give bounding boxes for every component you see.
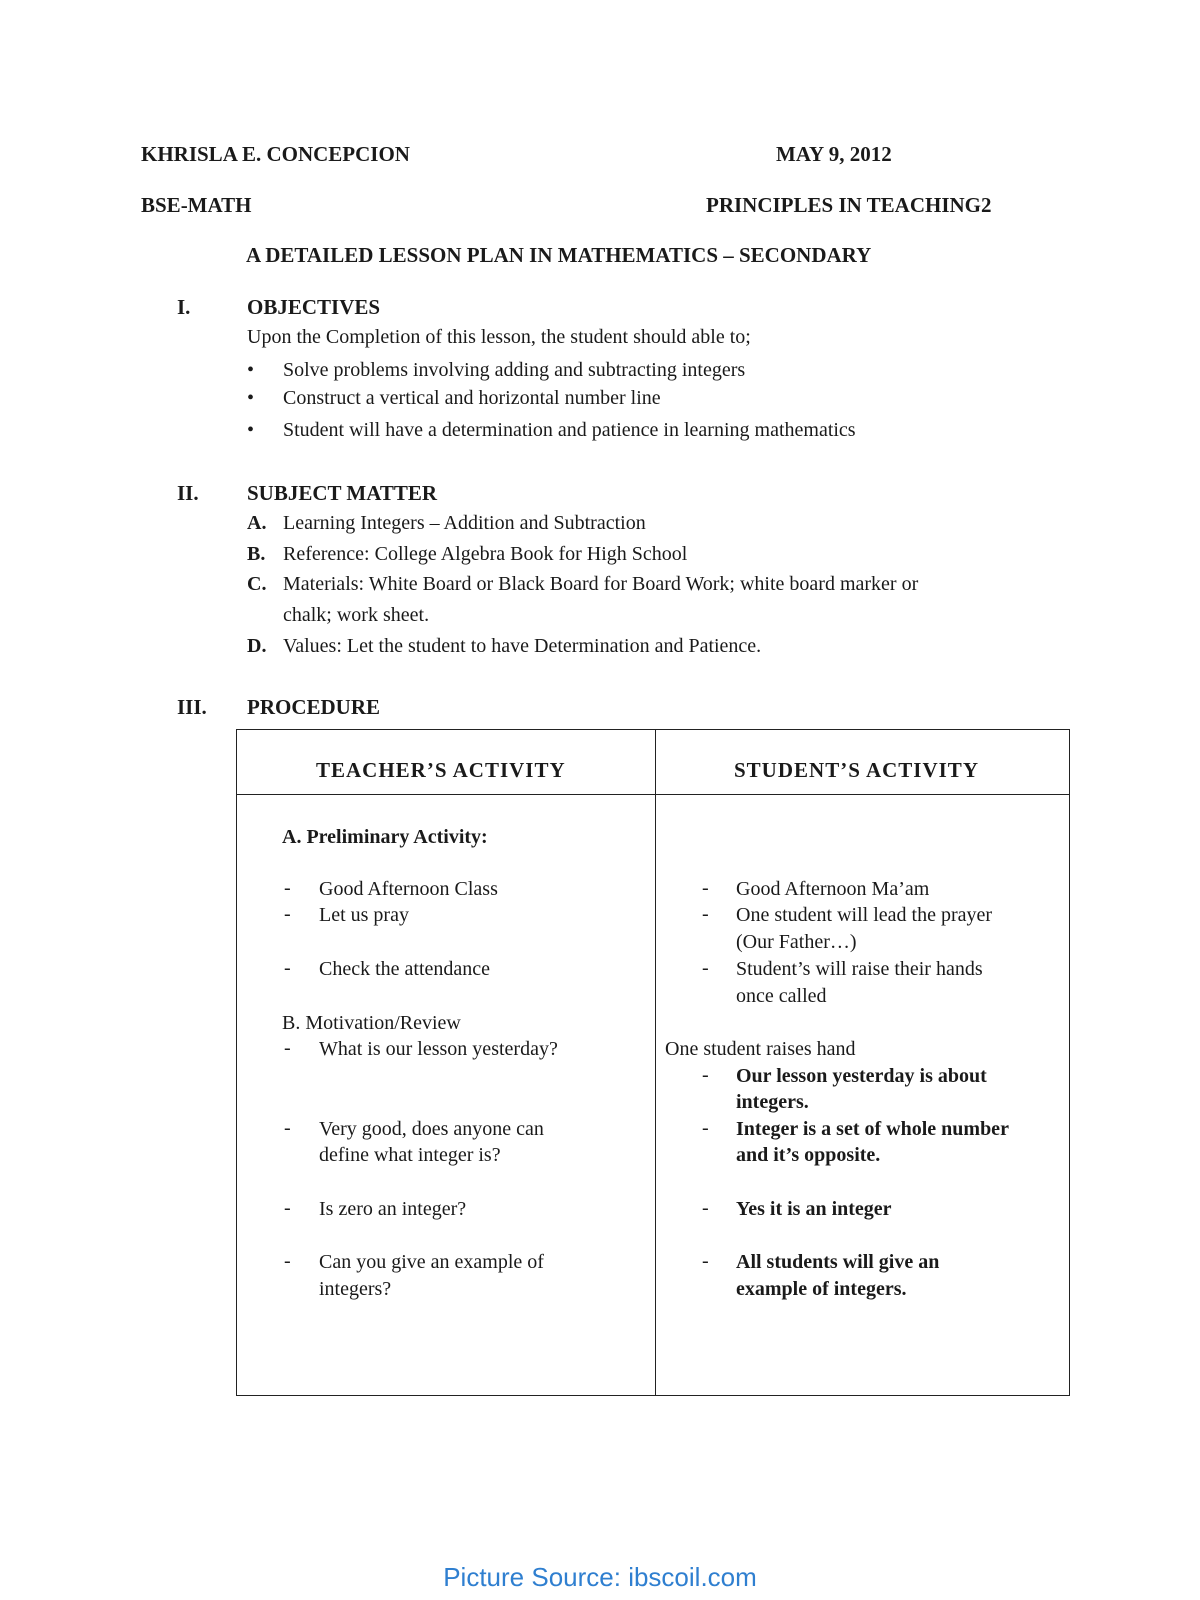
dash-icon: - (284, 1197, 291, 1219)
author-name: KHRISLA E. CONCEPCION (141, 142, 410, 166)
teacher-line: integers? (319, 1278, 392, 1300)
teacher-line: Good Afternoon Class (319, 878, 498, 900)
dash-icon: - (702, 1117, 709, 1139)
dash-icon: - (284, 1037, 291, 1059)
teacher-line: Very good, does anyone can (319, 1118, 544, 1140)
bullet-icon: • (247, 387, 255, 409)
dash-icon: - (284, 903, 291, 925)
dash-icon: - (702, 903, 709, 925)
teacher-line: Can you give an example of (319, 1251, 544, 1273)
list-item: • Construct a vertical and horizontal number line (247, 387, 661, 409)
student-line: once called (736, 985, 827, 1007)
list-item-continuation: chalk; work sheet. (283, 604, 430, 626)
dash-icon: - (702, 1197, 709, 1219)
student-line: One student will lead the prayer (736, 904, 993, 926)
objectives-intro: Upon the Completion of this lesson, the student should able to; (247, 326, 751, 348)
list-item: D. Values: Let the student to have Determination and Patience. (247, 635, 762, 657)
objectives-number: I. (177, 295, 191, 319)
preliminary-activity-label: A. Preliminary Activity: (282, 826, 488, 848)
list-item: B. Reference: College Algebra Book for High School (247, 543, 688, 565)
student-answer: example of integers. (736, 1278, 907, 1300)
objectives-title: OBJECTIVES (247, 295, 381, 319)
teacher-line: Let us pray (319, 904, 409, 926)
dash-icon: - (284, 1250, 291, 1272)
motivation-label: B. Motivation/Review (282, 1012, 461, 1034)
teacher-line: Check the attendance (319, 958, 491, 980)
procedure-table (236, 729, 1070, 1396)
teacher-activity-header: TEACHER’S ACTIVITY (316, 758, 566, 782)
list-item: • Solve problems involving adding and subtracting integers (247, 359, 746, 381)
student-answer: Yes it is an integer (736, 1198, 892, 1220)
student-line: Student’s will raise their hands (736, 958, 983, 980)
teacher-line: define what integer is? (319, 1144, 501, 1166)
dash-icon: - (702, 1250, 709, 1272)
subject-matter-number: II. (177, 481, 199, 505)
dash-icon: - (702, 877, 709, 899)
course: BSE-MATH (141, 193, 252, 217)
bullet-icon: • (247, 419, 255, 441)
header-divider (237, 794, 1069, 795)
document-title: A DETAILED LESSON PLAN IN MATHEMATICS – SECONDARY (246, 243, 872, 267)
student-line: Good Afternoon Ma’am (736, 878, 930, 900)
student-activity-header: STUDENT’S ACTIVITY (734, 758, 979, 782)
student-answer: All students will give an (736, 1251, 940, 1273)
date: MAY 9, 2012 (776, 142, 892, 166)
student-line: (Our Father…) (736, 931, 857, 953)
student-line: One student raises hand (665, 1038, 856, 1060)
subject: PRINCIPLES IN TEACHING2 (706, 193, 992, 217)
student-answer: and it’s opposite. (736, 1144, 881, 1166)
subject-matter-title: SUBJECT MATTER (247, 481, 438, 505)
student-answer: Our lesson yesterday is about (736, 1065, 987, 1087)
dash-icon: - (284, 877, 291, 899)
procedure-number: III. (177, 695, 207, 719)
list-item: • Student will have a determination and patience in learning mathematics (247, 419, 856, 441)
procedure-title: PROCEDURE (247, 695, 381, 719)
dash-icon: - (284, 1117, 291, 1139)
bullet-icon: • (247, 359, 255, 381)
teacher-line: What is our lesson yesterday? (319, 1038, 558, 1060)
teacher-line: Is zero an integer? (319, 1198, 467, 1220)
list-item: A. Learning Integers – Addition and Subtraction (247, 512, 646, 534)
dash-icon: - (702, 1064, 709, 1086)
student-answer: Integer is a set of whole number (736, 1118, 1009, 1140)
student-answer: integers. (736, 1091, 809, 1113)
dash-icon: - (702, 957, 709, 979)
list-item: C. Materials: White Board or Black Board for Board Work; white board marker or (247, 573, 919, 595)
column-divider (655, 730, 656, 1395)
dash-icon: - (284, 957, 291, 979)
picture-source-caption: Picture Source: ibscoil.com (443, 1562, 757, 1592)
